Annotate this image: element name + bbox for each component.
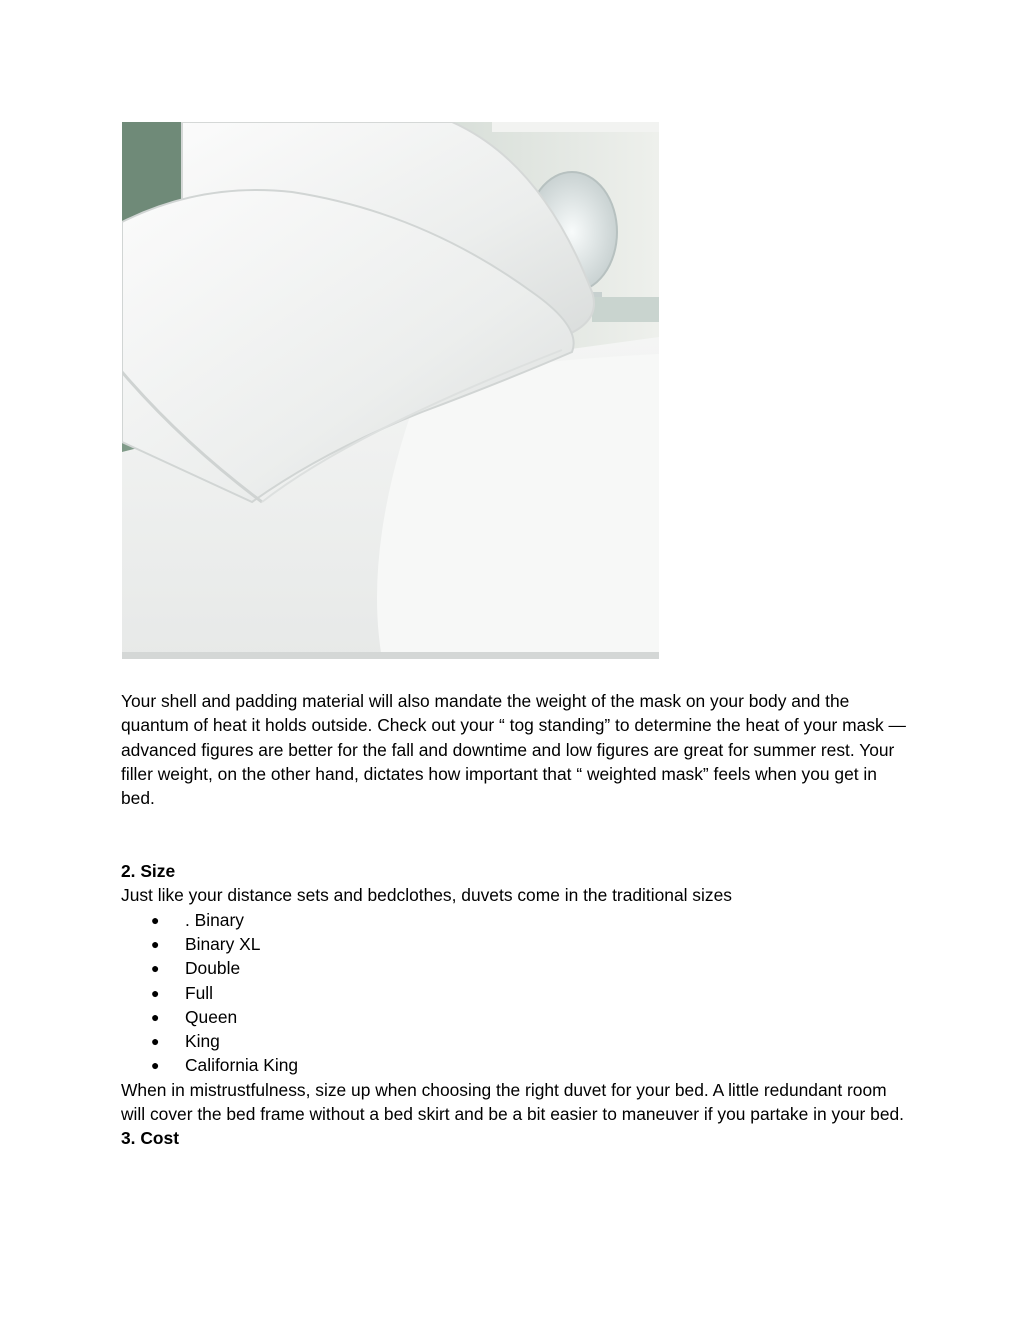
list-item xyxy=(121,956,911,980)
spacer xyxy=(121,810,911,859)
paragraph-material: Your shell and padding material will also mandate the weight of the mask on your body and the quantum of heat it holds outside. Check out your “ tog standing” to determine the heat of your mask — advanced figures are better for the fall and downtime and low figures are great for summer rest. Your filler weight, on the other hand, dictates how important that “ weighted mask” feels when you get in bed. xyxy=(121,691,906,809)
bedding-photo xyxy=(122,122,659,659)
list-item xyxy=(121,1005,911,1029)
bullet-icon: ● xyxy=(151,984,160,1001)
bullet-icon: ● xyxy=(151,1057,160,1074)
list-item xyxy=(121,932,911,956)
list-item-label: King xyxy=(185,1031,220,1052)
list-item xyxy=(121,981,911,1005)
section-heading-cost: 3. Cost xyxy=(121,1128,179,1149)
bullet-icon: ● xyxy=(151,1033,160,1050)
list-item-label: Full xyxy=(185,982,214,1003)
list-item-label: . Binary xyxy=(185,909,244,930)
list-item xyxy=(121,1029,911,1053)
list-item xyxy=(121,908,911,932)
section-heading-size: 2. Size xyxy=(121,861,176,882)
bullet-icon: ● xyxy=(151,1008,160,1025)
list-item-label: California King xyxy=(185,1055,299,1076)
list-item-label: Queen xyxy=(185,1006,238,1027)
list-item-label: Double xyxy=(185,958,241,979)
section-size-intro: Just like your distance sets and bedclothes, duvets come in the traditional sizes xyxy=(121,885,732,906)
list-item-label: Binary XL xyxy=(185,933,261,954)
size-list xyxy=(121,908,911,1078)
section-size-closing: When in mistrustfulness, size up when choosing the right duvet for your bed. A little redundant room will cover the bed frame without a bed skirt and be a bit easier to maneuver if you partake in your bed. xyxy=(121,1079,905,1125)
bullet-icon: ● xyxy=(151,935,160,952)
list-item xyxy=(121,1053,911,1077)
bullet-icon: ● xyxy=(151,911,160,928)
bullet-icon: ● xyxy=(151,960,160,977)
article-body xyxy=(121,689,911,1151)
